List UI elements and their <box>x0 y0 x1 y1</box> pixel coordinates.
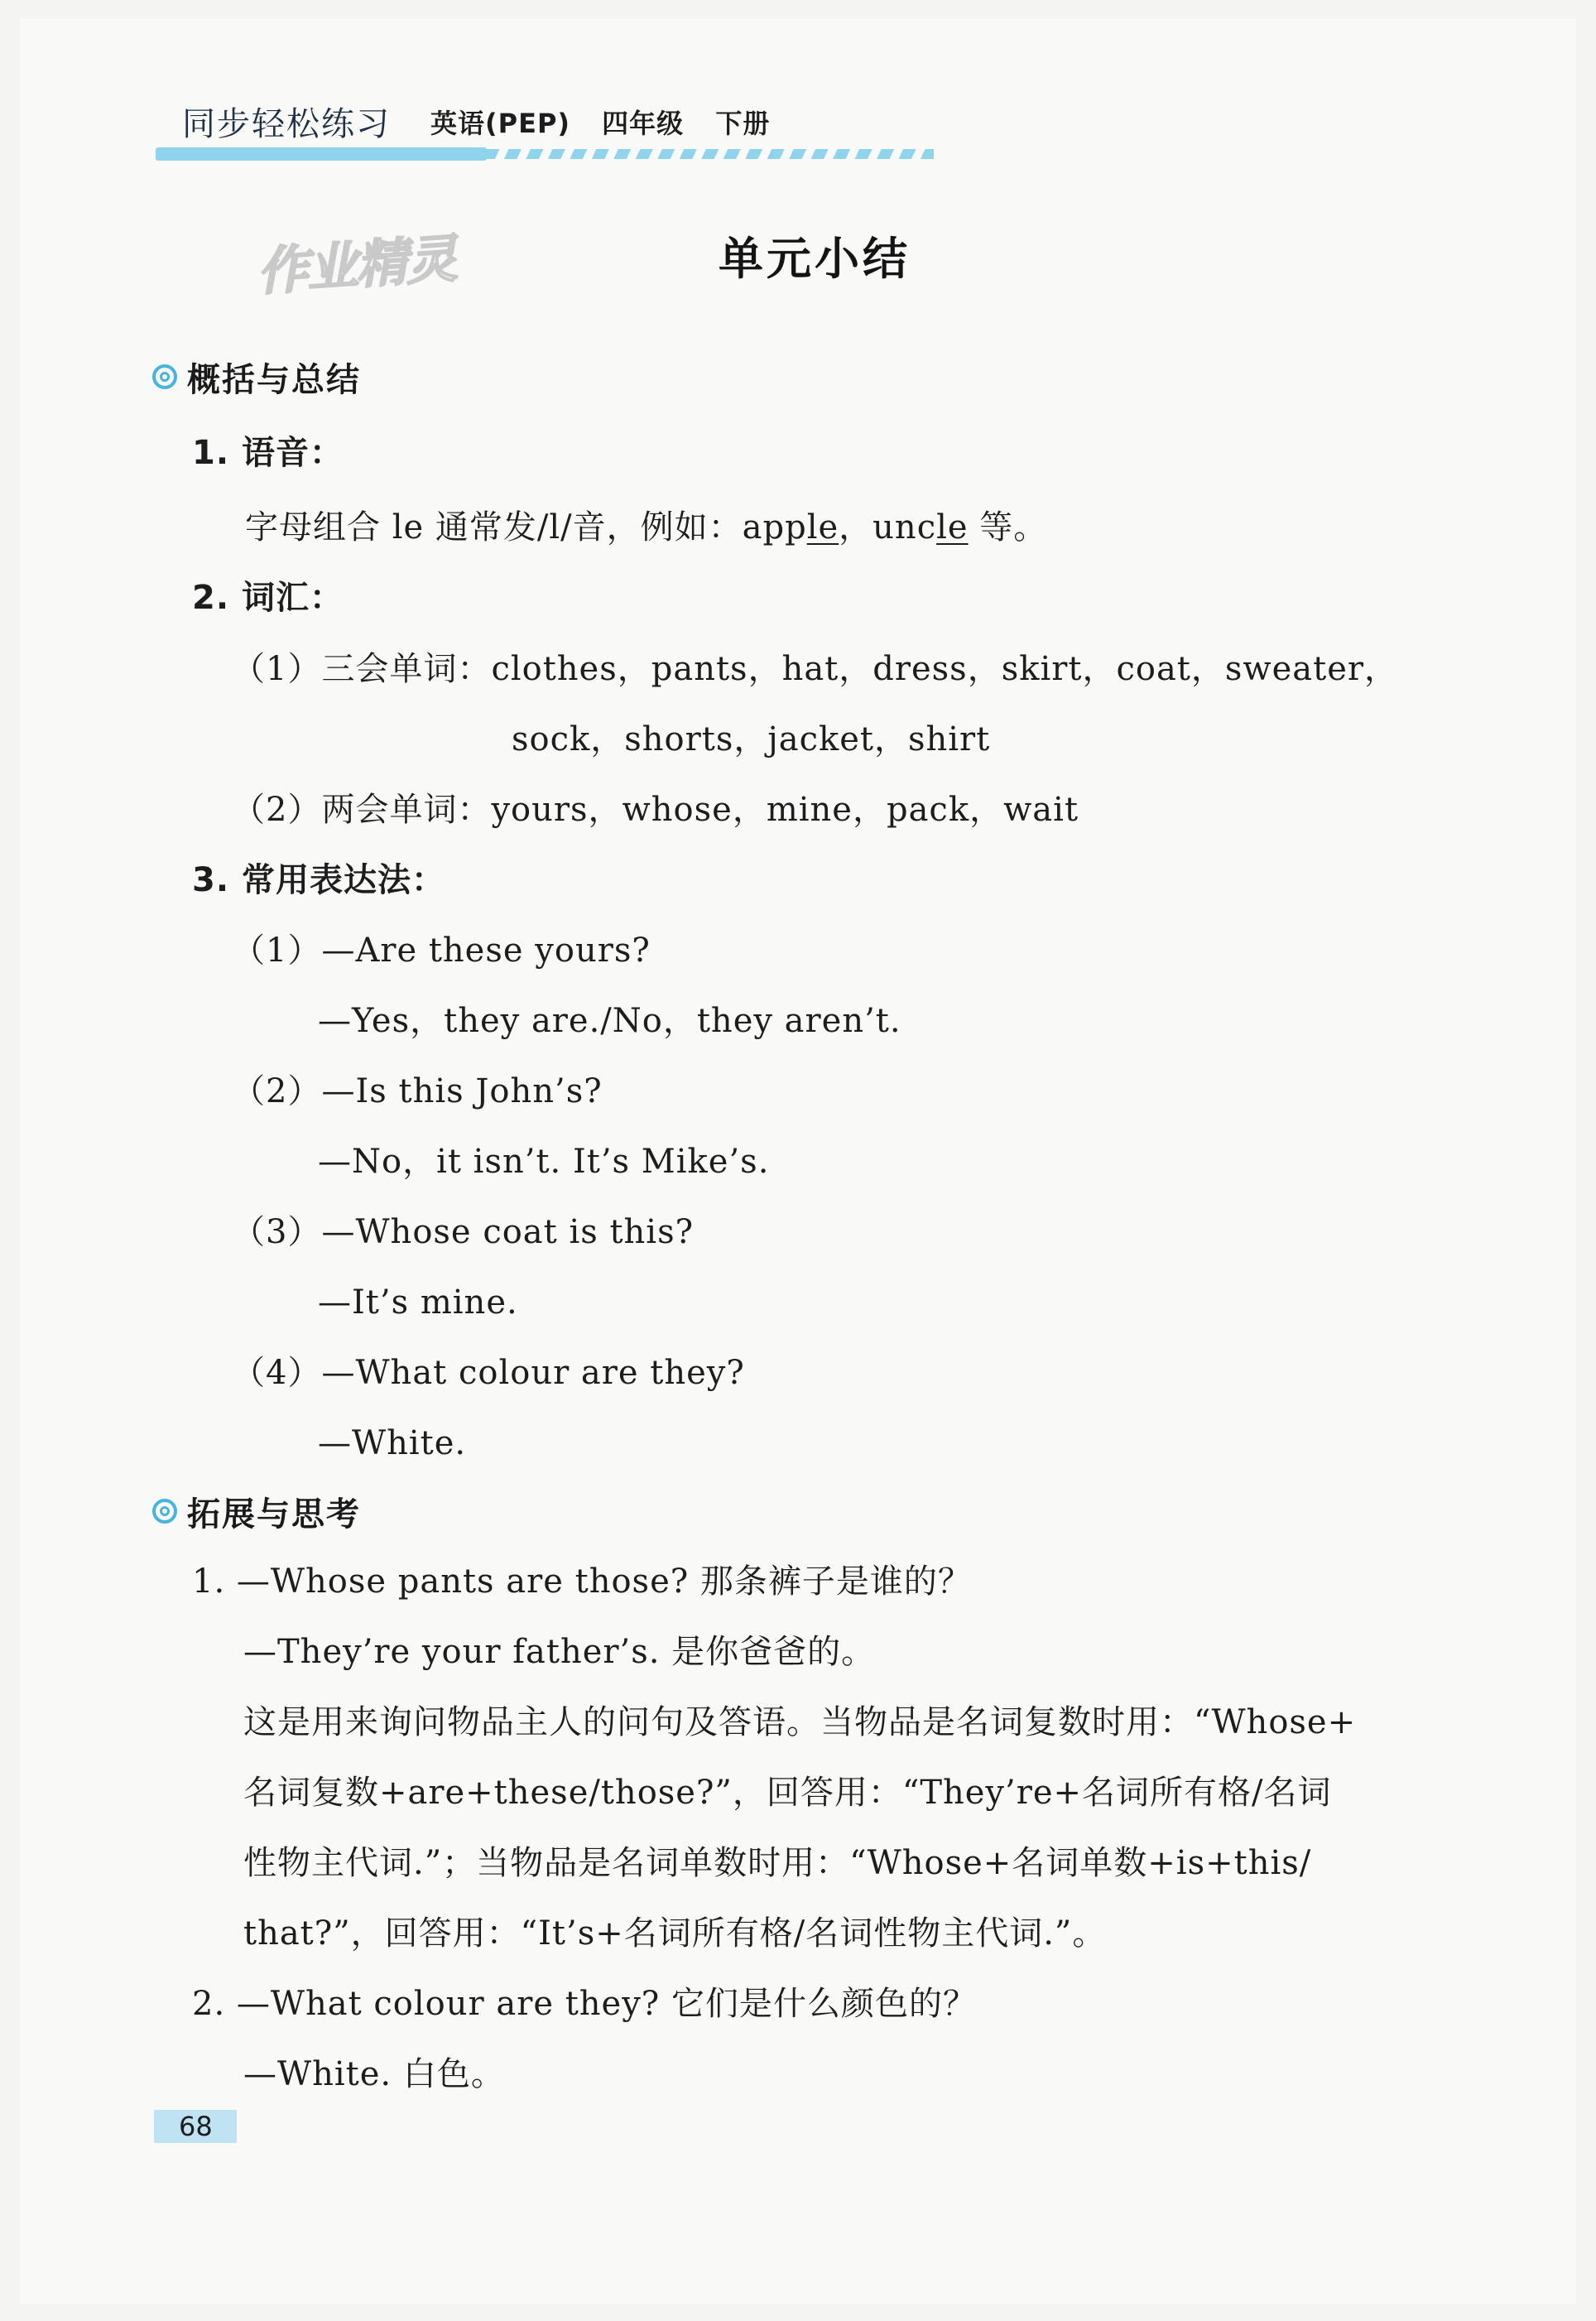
grade-label: 四年级 <box>602 108 685 139</box>
page-title: 单元小结 <box>719 232 911 285</box>
item-label-expressions: 3. 常用表达法： <box>192 861 445 899</box>
expr-2-question: （2）—Is this John’s? <box>232 1072 603 1110</box>
vocab-level1-line1: （1）三会单词：clothes，pants，hat，dress，skirt，coat，sweater， <box>232 650 1399 688</box>
section-heading-text: 拓展与思考 <box>187 1495 361 1534</box>
section-heading-text: 概括与总结 <box>187 360 361 399</box>
phonics-text-post: 等。 <box>968 508 1048 547</box>
extension-1-answer: —They’re your father’s. 是你爸爸的。 <box>243 1633 876 1671</box>
section-heading-extension <box>152 1490 361 1532</box>
subject-label: 英语(PEP) <box>430 108 571 139</box>
phonics-text-pre: 字母组合 le 通常发/l/音，例如：app <box>245 508 807 547</box>
phonics-underline-2: le <box>936 508 969 547</box>
volume-label: 下册 <box>715 108 771 139</box>
expr-2-answer: —No，it isn’t. It’s Mike’s. <box>318 1143 770 1181</box>
extension-1-explain-line1: 这是用来询问物品主人的问句及答语。当物品是名词复数时用：“Whose+ <box>243 1703 1357 1741</box>
item-label-phonics: 1. 语音： <box>192 434 344 472</box>
item-label-vocab: 2. 词汇： <box>192 579 344 617</box>
header-bar-solid <box>156 147 487 161</box>
expr-3-answer: —It’s mine. <box>318 1283 518 1322</box>
extension-1-explain-line3: 性物主代词.”；当物品是名词单数时用：“Whose+名词单数+is+this/ <box>243 1844 1312 1882</box>
phonics-text <box>245 507 1047 548</box>
header-bar-stripes <box>487 149 934 159</box>
series-title: 同步轻松练习 <box>182 105 391 143</box>
phonics-text-mid: ，unc <box>839 508 937 547</box>
expr-4-answer: —White. <box>318 1424 467 1462</box>
expr-3-question: （3）—Whose coat is this? <box>232 1213 695 1251</box>
watermark-logo: 作业精灵 <box>255 228 458 302</box>
extension-1-explain-line4: that?”，回答用：“It’s+名词所有格/名词性物主代词.”。 <box>243 1914 1107 1953</box>
header-decorative-bar <box>156 147 934 161</box>
expr-1-question: （1）—Are these yours? <box>232 932 651 970</box>
vocab-level2: （2）两会单词：yours，whose，mine，pack，wait <box>232 791 1079 829</box>
phonics-underline-1: le <box>806 508 839 547</box>
page-number: 68 <box>154 2110 237 2143</box>
book-info <box>430 103 791 141</box>
expr-1-answer: —Yes，they are./No，they aren’t. <box>318 1002 901 1040</box>
section-heading-summary <box>152 356 361 397</box>
target-icon <box>152 1499 177 1524</box>
extension-1-question: 1. —Whose pants are those? 那条裤子是谁的？ <box>192 1563 972 1601</box>
extension-2-question: 2. —What colour are they? 它们是什么颜色的？ <box>192 1985 977 2023</box>
expr-4-question: （4）—What colour are they? <box>232 1354 745 1392</box>
vocab-level1-line2: sock，shorts，jacket，shirt <box>512 720 991 758</box>
target-icon <box>152 364 177 389</box>
extension-2-answer: —White. 白色。 <box>243 2055 505 2093</box>
extension-1-explain-line2: 名词复数+are+these/those?”，回答用：“They’re+名词所有格/名词 <box>243 1774 1332 1812</box>
